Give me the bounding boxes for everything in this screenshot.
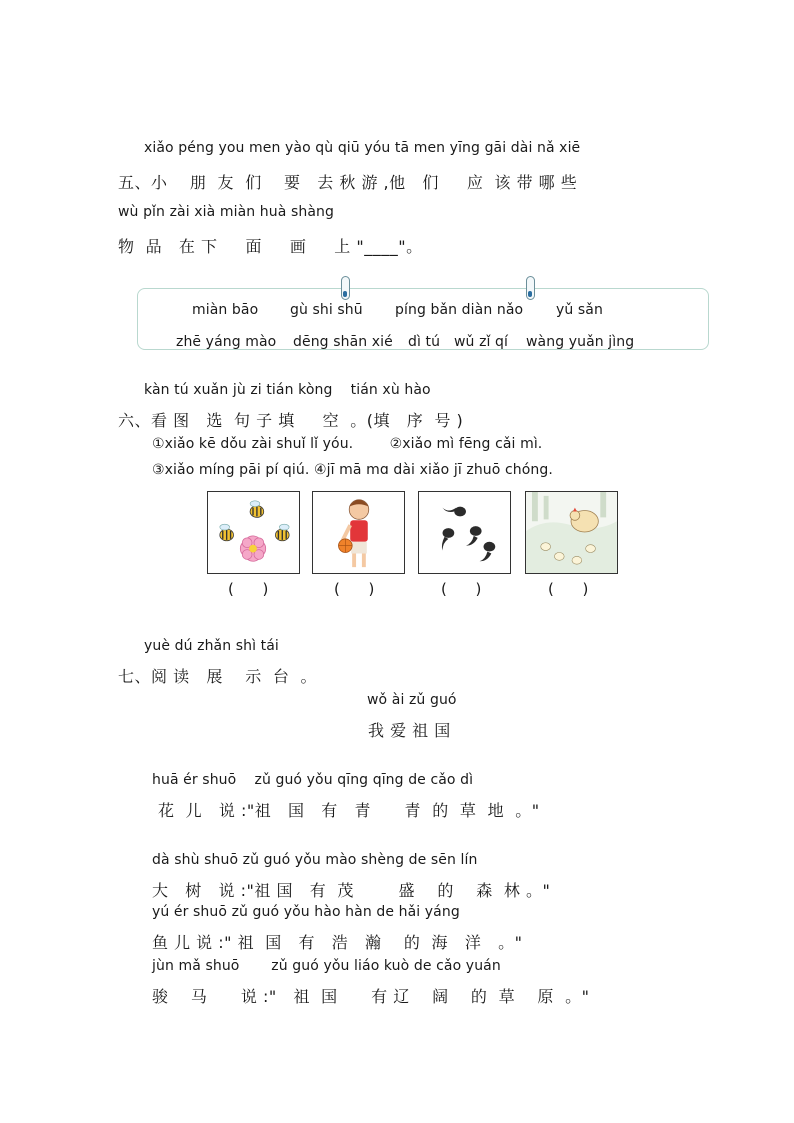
word-item[interactable]: wàng yuǎn jìng <box>526 334 635 350</box>
q6-options-1: ①xiǎo kē dǒu zài shuǐ lǐ yóu. ②xiǎo mì fēng cǎi mì. <box>152 436 543 452</box>
bees-flower-icon <box>207 491 300 574</box>
answer-blank[interactable]: ( ) <box>334 580 375 598</box>
q5-hanzi-line2: 物 品 在 下 面 画 上 "____"。 <box>118 237 423 256</box>
poem-line-pinyin: jùn mǎ shuō zǔ guó yǒu liáo kuò de cǎo yuán <box>152 958 501 974</box>
answer-blank[interactable]: ( ) <box>228 580 269 598</box>
word-item[interactable]: píng bǎn diàn nǎo <box>395 302 524 318</box>
q6-pinyin: kàn tú xuǎn jù zi tián kòng tián xù hào <box>144 382 431 398</box>
q7-hanzi: 七、阅 读 展 示 台 。 <box>118 667 318 686</box>
q7-pinyin: yuè dú zhǎn shì tái <box>144 638 279 654</box>
word-item[interactable]: dì tú <box>408 334 441 350</box>
poem-title: 我 爱 祖 国 <box>368 721 451 740</box>
word-item[interactable]: zhē yáng mào <box>176 334 277 350</box>
poem-line: 鱼 儿 说 :" 祖 国 有 浩 瀚 的 海 洋 。" <box>152 933 523 952</box>
answer-blank[interactable]: ( ) <box>441 580 482 598</box>
poem-line: 骏 马 说 :" 祖 国 有 辽 阔 的 草 原 。" <box>152 987 590 1006</box>
q5-pinyin-line2: wù pǐn zài xià miàn huà shàng <box>118 204 334 220</box>
word-item[interactable]: yǔ sǎn <box>556 302 603 318</box>
clip-icon <box>526 276 535 300</box>
boy-ball-icon <box>312 491 405 574</box>
poem-line: 花 儿 说 :"祖 国 有 青 青 的 草 地 。" <box>158 801 540 820</box>
poem-line-pinyin: huā ér shuō zǔ guó yǒu qīng qīng de cǎo dì <box>152 772 474 788</box>
q6-options-2: ③xiǎo míng pāi pí qiú. ④jī mā mɑ dài xiǎo jī zhuō chóng. <box>152 462 553 478</box>
answer-blank[interactable]: ( ) <box>548 580 589 598</box>
q6-hanzi: 六、看 图 选 句 子 填 空 。(填 序 号 ) <box>118 411 464 430</box>
poem-line-pinyin: dà shù shuō zǔ guó yǒu mào shèng de sēn lín <box>152 852 478 868</box>
word-item[interactable]: wǔ zǐ qí <box>454 334 509 350</box>
poem-line-pinyin: yú ér shuō zǔ guó yǒu hào hàn de hǎi yáng <box>152 904 460 920</box>
word-item[interactable]: miàn bāo <box>192 302 259 318</box>
tadpoles-icon <box>418 491 511 574</box>
clip-icon <box>341 276 350 300</box>
word-item[interactable]: dēng shān xié <box>293 334 393 350</box>
poem-title-pinyin: wǒ ài zǔ guó <box>367 692 457 708</box>
poem-line: 大 树 说 :"祖 国 有 茂 盛 的 森 林 。" <box>152 881 551 900</box>
q5-pinyin-line1: xiǎo péng you men yào qù qiū yóu tā men yīng gāi dài nǎ xiē <box>144 140 581 156</box>
q5-hanzi-line1: 五、小 朋 友 们 要 去 秋 游 ,他 们 应 该 带 哪 些 <box>118 173 578 192</box>
word-item[interactable]: gù shi shū <box>290 302 363 318</box>
hen-chicks-icon <box>525 491 618 574</box>
